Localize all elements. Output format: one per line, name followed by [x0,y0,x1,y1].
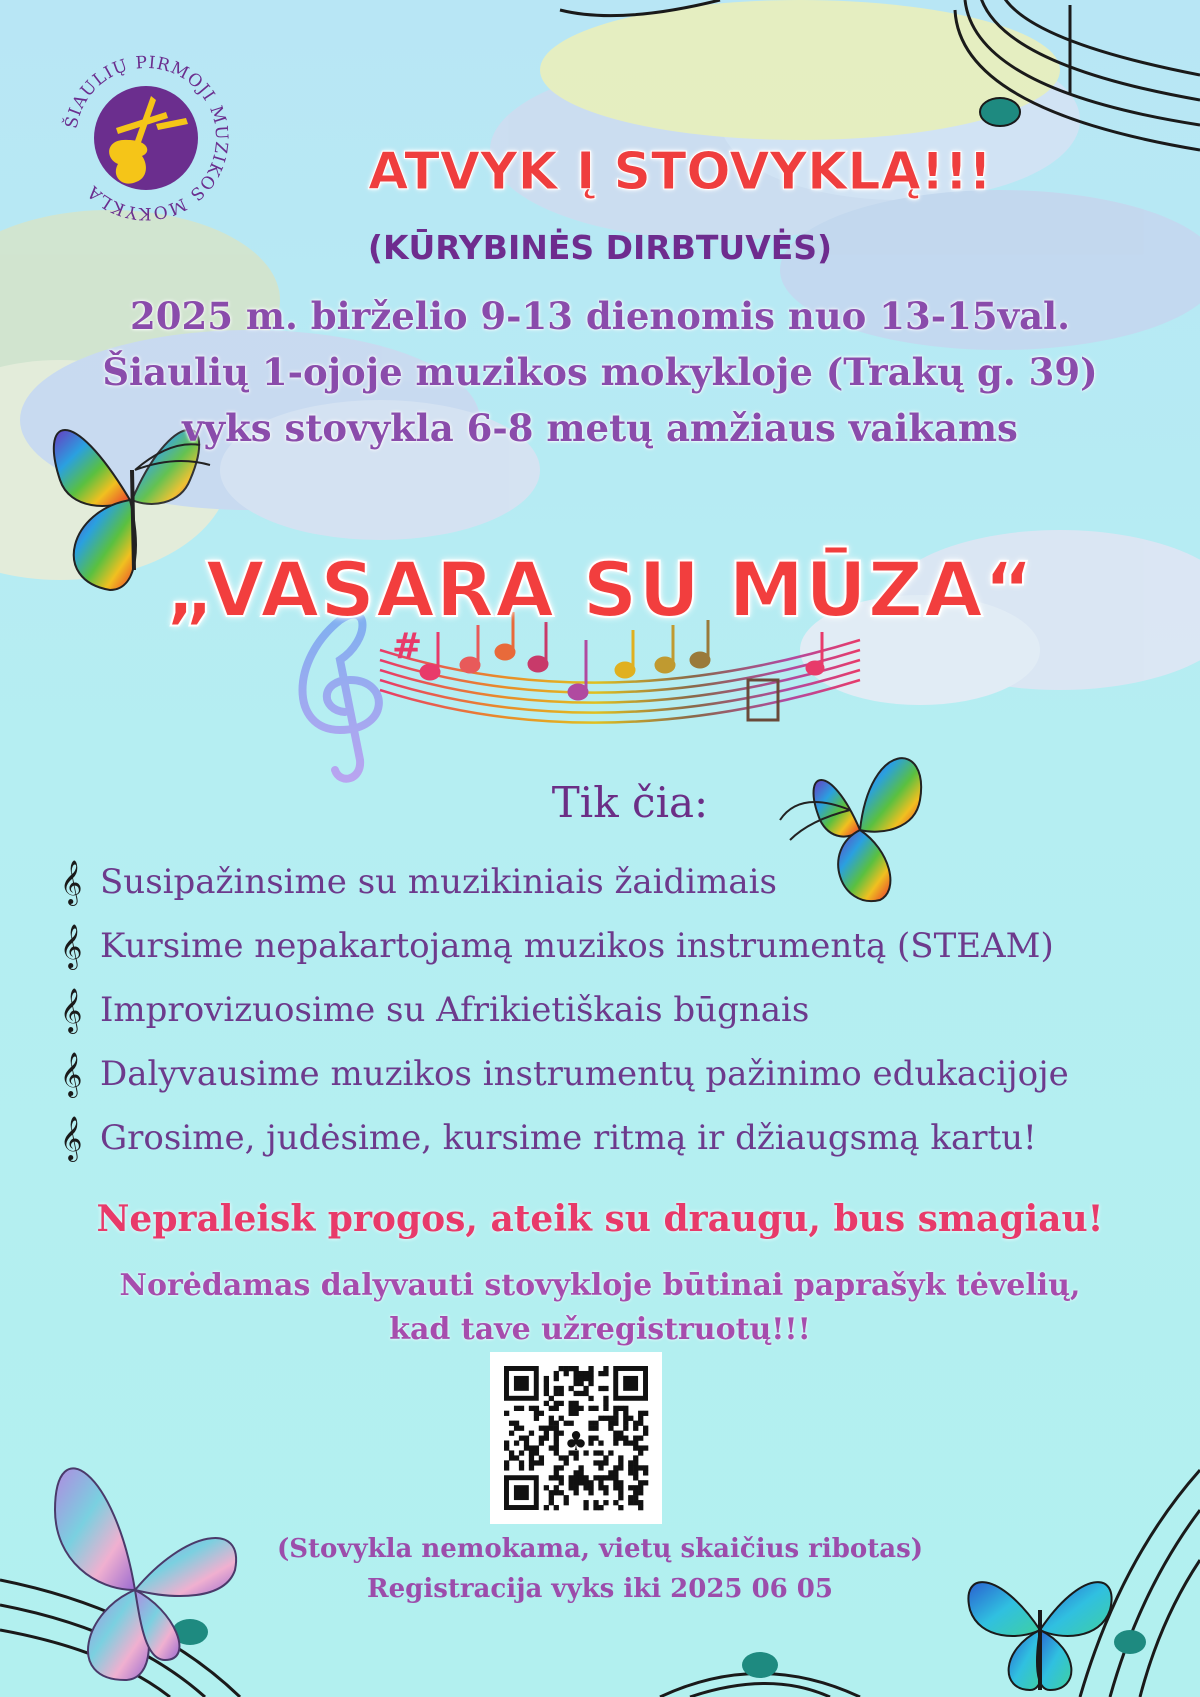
feature-text: Dalyvausime muzikos instrumentų pažinimo edukacijoje [100,1054,1069,1094]
registration-note-line-1: Norėdamas dalyvauti stovykloje būtinai paprašyk tėvelių, [119,1268,1081,1303]
list-item [60,914,1069,978]
qr-center-icon: ♣ [564,1427,588,1457]
main-title: ATVYK Į STOVYKLĄ!!! [368,142,992,202]
footer-free-note: (Stovykla nemokama, vietų skaičius ribotas) [276,1534,924,1564]
registration-note-line-2: kad tave užregistruotų!!! [389,1312,811,1347]
note-head-decor [980,98,1020,126]
treble-clef-icon: 𝄞 [60,923,83,968]
treble-clef-icon: 𝄞 [60,859,83,904]
footer-registration-deadline: Registracija vyks iki 2025 06 05 [367,1574,833,1604]
call-to-action: Nepraleisk progos, ateik su draugu, bus smagiau! [96,1198,1104,1240]
subtitle: (KŪRYBINĖS DIRBTUVĖS) [367,228,833,267]
camp-name: „VASARA SU MŪZA“ [165,545,1035,634]
registration-qr-code[interactable] [490,1352,662,1524]
qr-code-icon [490,1352,662,1524]
list-item [60,850,1069,914]
treble-clef-graphic [303,615,379,779]
list-item [60,1106,1069,1170]
treble-clef-icon: 𝄞 [60,1051,83,1096]
svg-text:#: # [392,626,423,667]
logo-text: ŠIAULIŲ PIRMOJI MUZIKOS MOKYKLA [61,52,232,224]
treble-clef-icon: 𝄞 [60,987,83,1032]
feature-text: Grosime, judėsime, kursime ritmą ir džiaugsmą kartu! [100,1118,1037,1158]
list-item [60,1042,1069,1106]
feature-text: Improvizuosime su Afrikietiškais būgnais [100,990,810,1030]
music-staff-graphic [380,640,860,723]
info-line-location: Šiaulių 1-ojoje muzikos mokykloje (Trakų g. 39) [102,350,1098,394]
info-line-audience: vyks stovykla 6-8 metų amžiaus vaikams [182,406,1018,450]
feature-text: Susipažinsime su muzikiniais žaidimais [100,862,777,902]
feature-text: Kursime nepakartojamą muzikos instrumentą (STEAM) [100,926,1054,966]
only-here-heading: Tik čia: [551,778,709,827]
feature-list [60,850,1069,1170]
list-item [60,978,1069,1042]
info-line-date: 2025 m. birželio 9-13 dienomis nuo 13-15val. [130,294,1070,338]
treble-clef-icon: 𝄞 [60,1115,83,1160]
